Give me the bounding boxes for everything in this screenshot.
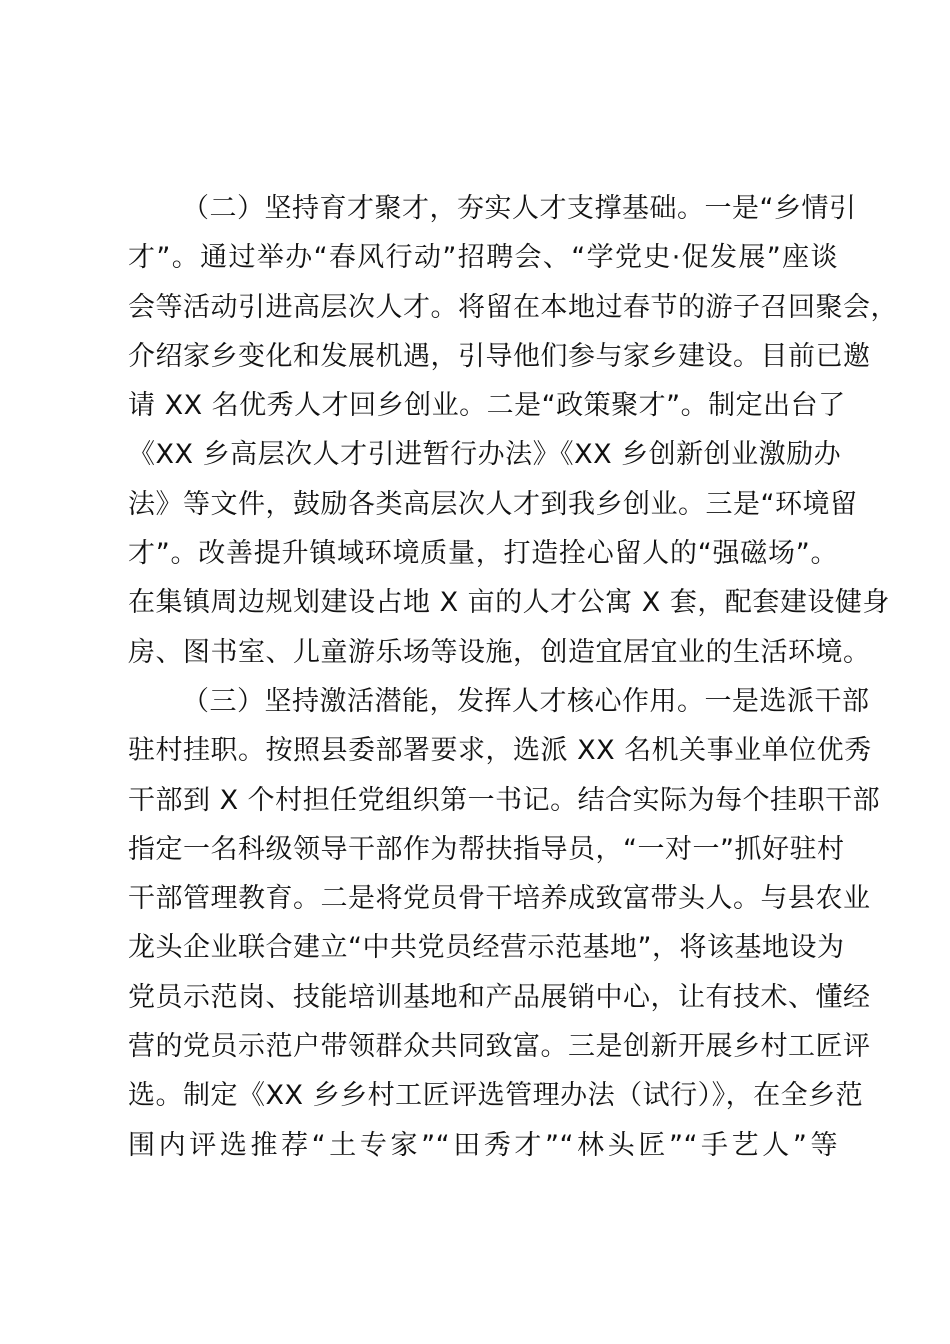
text-line: 请 XX 名优秀人才回乡创业。二是“政策聚才”。制定出台了	[128, 390, 846, 422]
text-line: 营的党员示范户带领群众共同致富。三是创新开展乡村工匠评	[128, 1031, 871, 1063]
text-line: 干部到 X 个村担任党组织第一书记。结合实际为每个挂职干部	[128, 784, 881, 816]
text-line: 《XX 乡高层次人才引进暂行办法》《XX 乡创新创业激励办	[128, 439, 842, 471]
text-line: 选。制定《XX 乡乡村工匠评选管理办法（试行）》，在全乡范	[128, 1080, 864, 1112]
text-line: 围内评选推荐“土专家”“田秀才”“林头匠”“手艺人”等	[128, 1129, 838, 1161]
document-body	[128, 184, 898, 1170]
text-line: 指定一名科级领导干部作为帮扶指导员，“一对一”抓好驻村	[128, 833, 845, 865]
text-line: 驻村挂职。按照县委部署要求，选派 XX 名机关事业单位优秀	[128, 735, 872, 767]
text-line: 在集镇周边规划建设占地 X 亩的人才公寓 X 套，配套建设健身	[128, 587, 890, 619]
text-line: 房、图书室、儿童游乐场等设施，创造宜居宜业的生活环境。	[128, 636, 871, 668]
text-line: 才”。改善提升镇域环境质量，打造拴心留人的“强磁场”。	[128, 538, 838, 570]
paragraph-talent-cultivation	[128, 184, 898, 677]
text-line: 干部管理教育。二是将党员骨干培养成致富带头人。与县农业	[128, 883, 871, 915]
text-line: （二）坚持育才聚才，夯实人才支撑基础。一是“乡情引	[182, 193, 857, 224]
text-line: （三）坚持激活潜能，发挥人才核心作用。一是选派干部	[182, 685, 870, 717]
text-line: 法》等文件，鼓励各类高层次人才到我乡创业。三是“环境留	[128, 488, 858, 520]
text-line: 会等活动引进高层次人才。将留在本地过春节的游子召回聚会，	[128, 291, 898, 323]
text-line: 龙头企业联合建立“中共党员经营示范基地”，将该基地设为	[128, 932, 845, 964]
text-line: 才”。通过举办“春风行动”招聘会、“学党史·促发展”座谈	[128, 242, 838, 274]
text-line: 介绍家乡变化和发展机遇，引导他们参与家乡建设。目前已邀	[128, 340, 871, 372]
text-line: 党员示范岗、技能培训基地和产品展销中心，让有技术、懂经	[128, 981, 871, 1013]
paragraph-talent-potential	[128, 677, 881, 1170]
